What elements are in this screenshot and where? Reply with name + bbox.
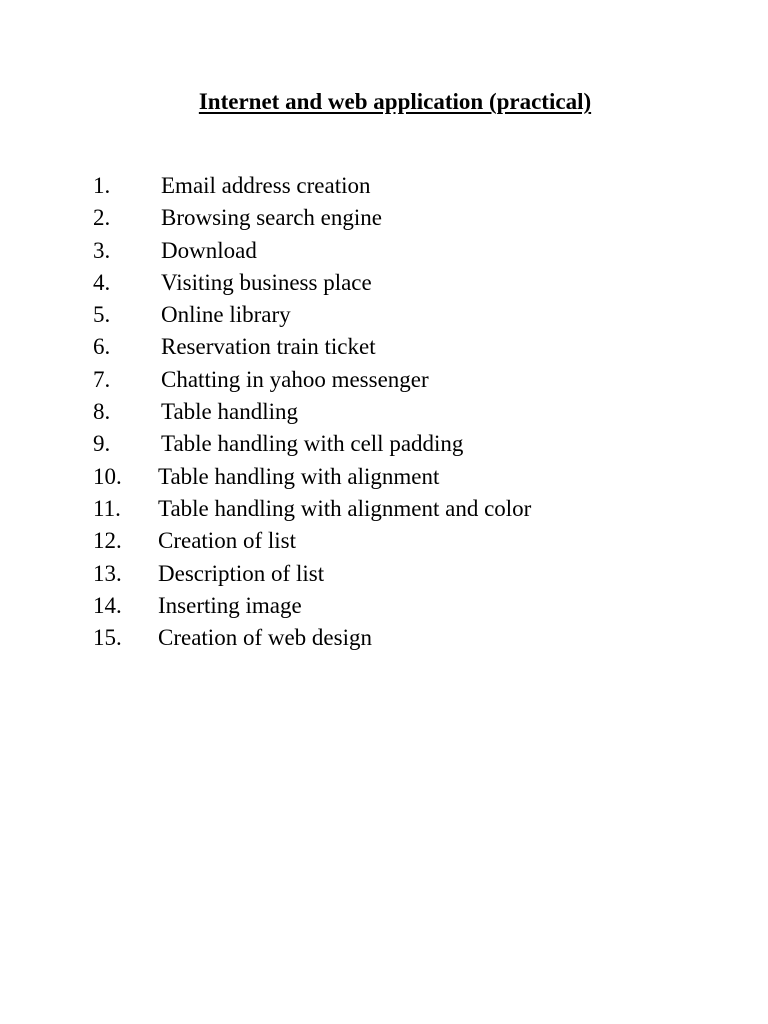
item-text: Download (161, 237, 257, 263)
list-item (0, 235, 768, 267)
item-text: Reservation train ticket (161, 334, 376, 360)
list-item (0, 558, 768, 590)
item-text: Table handling with alignment (158, 463, 440, 489)
list-item (0, 364, 768, 396)
practical-list (0, 170, 768, 654)
item-text: Chatting in yahoo messenger (161, 366, 429, 392)
item-number: 13. (93, 560, 122, 586)
item-text: Email address creation (161, 173, 371, 198)
list-item (0, 331, 768, 363)
item-text: Visiting business place (161, 269, 372, 295)
item-number: 6. (93, 334, 111, 360)
list-item (0, 267, 768, 299)
item-text: Table handling (161, 399, 298, 425)
list-item (0, 202, 768, 234)
list-item (0, 170, 768, 202)
list-item (0, 299, 768, 331)
item-number: 12. (93, 528, 122, 554)
item-text: Creation of list (158, 528, 296, 554)
item-text: Creation of web design (158, 625, 372, 651)
item-text: Online library (161, 302, 291, 328)
item-number: 10. (93, 463, 122, 489)
list-item (0, 493, 768, 525)
item-text: Browsing search engine (161, 205, 382, 231)
item-text: Description of list (158, 560, 325, 586)
list-item (0, 396, 768, 428)
item-number: 11. (93, 495, 121, 521)
item-text: Table handling with cell padding (161, 431, 464, 457)
item-number: 5. (93, 302, 111, 328)
list-item (0, 622, 768, 654)
item-number: 1. (93, 173, 111, 198)
list-item (0, 590, 768, 622)
item-number: 2. (93, 205, 111, 231)
item-text: Inserting image (158, 592, 302, 618)
item-number: 4. (93, 269, 111, 295)
item-number: 3. (93, 237, 111, 263)
document-title: Internet and web application (practical) (198, 89, 592, 114)
item-text: Table handling with alignment and color (158, 495, 532, 521)
item-number: 8. (93, 399, 111, 425)
item-number: 14. (93, 592, 122, 618)
item-number: 15. (93, 625, 122, 651)
list-item (0, 525, 768, 557)
item-number: 7. (93, 366, 111, 392)
list-item (0, 461, 768, 493)
list-item (0, 428, 768, 460)
item-number: 9. (93, 431, 111, 457)
